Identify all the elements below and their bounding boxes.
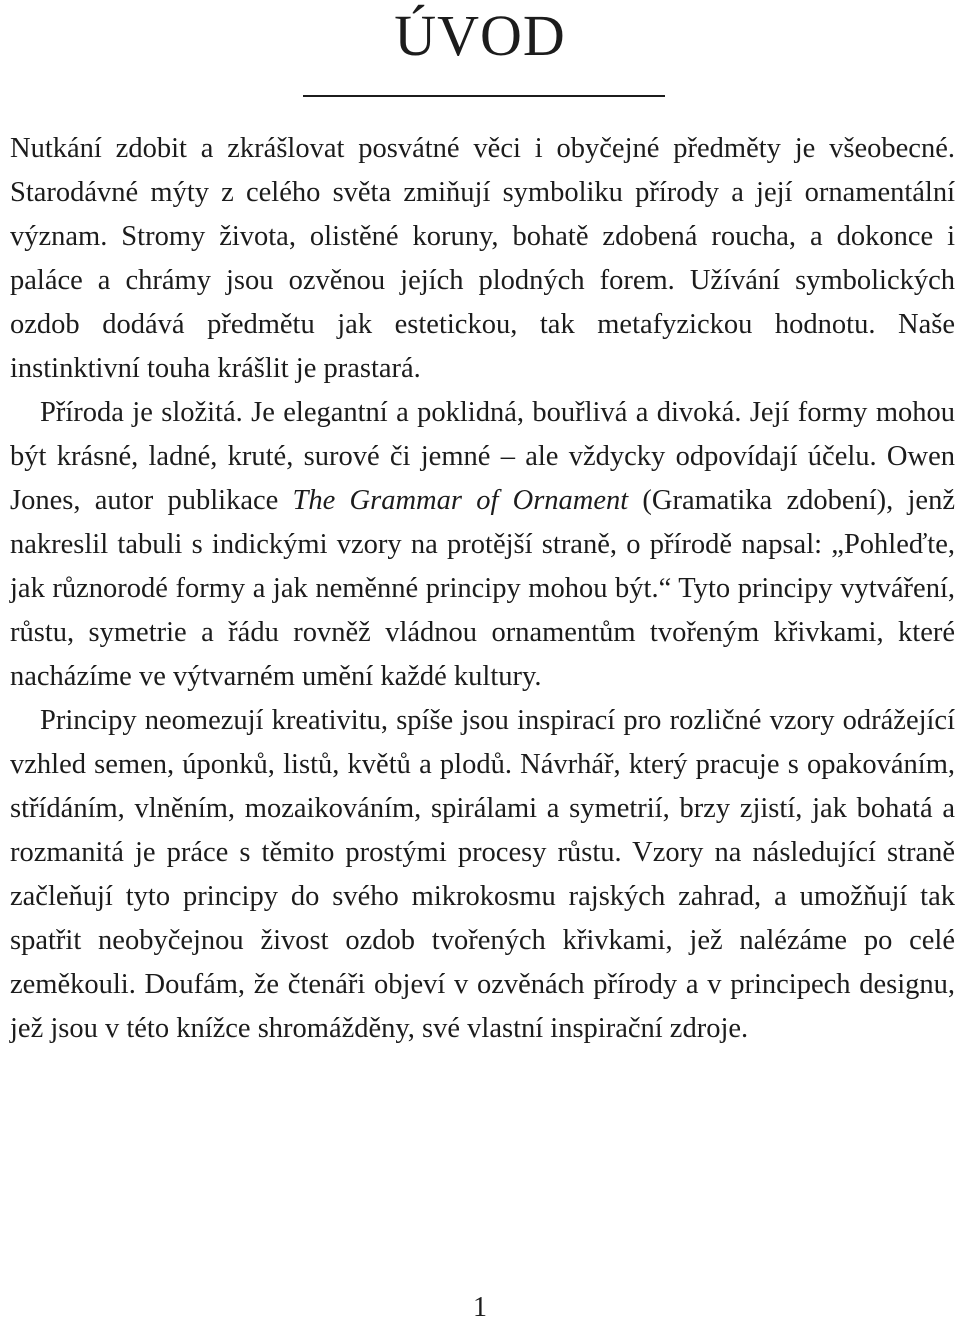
paragraph-3 <box>10 699 955 1051</box>
paragraph-2-text-start: Příroda je složitá. Je elegantní a poklidná, bouřlivá a divoká. Její formy mohou být krásné, ladné, kruté, surové či jemné – ale vždycky odpovídají účelu. Owen Jones, autor publikace <box>10 397 955 516</box>
book-title-italic: The Grammar of Ornament <box>292 485 629 516</box>
paragraph-2 <box>10 391 955 699</box>
title-underline-divider <box>303 95 665 97</box>
paragraph-1 <box>10 127 955 391</box>
page-number: 1 <box>473 1292 487 1323</box>
body-text <box>10 127 955 1051</box>
paragraph-2-text-end: (Gramatika zdobení), jenž nakreslil tabuli s indickými vzory na protější straně, o přírodě napsal: „Pohleďte, jak různorodé formy a jak neměnné principy mohou být.“ Tyto principy vytváření, růstu, symetrie a řádu rovněž vládnou ornamentům tvořeným křivkami, které nacházíme ve výtvarném umění každé kultury. <box>10 485 955 692</box>
paragraph-3-text: Principy neomezují kreativitu, spíše jsou inspirací pro rozličné vzory odrážející vzhled semen, úponků, listů, květů a plodů. Návrhář, který pracuje s opakováním, střídáním, vlněním, mozaikováním, spirálami a symetrií, brzy zjistí, jak bohatá a rozmanitá je práce s těmito prostými procesy růstu. Vzory na následující straně začleňují tyto principy do svého mikrokosmu rajských zahrad, a umožňují tak spatřit neobyčejnou živost ozdob tvořených křivkami, jež nalézáme po celé zeměkouli. Doufám, že čtenáři objeví v ozvěnách přírody a v principech designu, jež jsou v této knížce shromážděny, své vlastní inspirační zdroje. <box>10 705 955 1044</box>
paragraph-1-text: Nutkání zdobit a zkrášlovat posvátné věci i obyčejné předměty je všeobecné. Starodávné mýty z celého světa zmiňují symboliku přírody a její ornamentální význam. Stromy života, olistěné koruny, bohatě zdobená roucha, a dokonce i paláce a chrámy jsou ozvěnou jejích plodných forem. Užívání symbolických ozdob dodává předmětu jak estetickou, tak metafyzickou hodnotu. Naše instinktivní touha krášlit je prastará. <box>10 133 955 384</box>
page-title: ÚVOD <box>394 3 566 68</box>
